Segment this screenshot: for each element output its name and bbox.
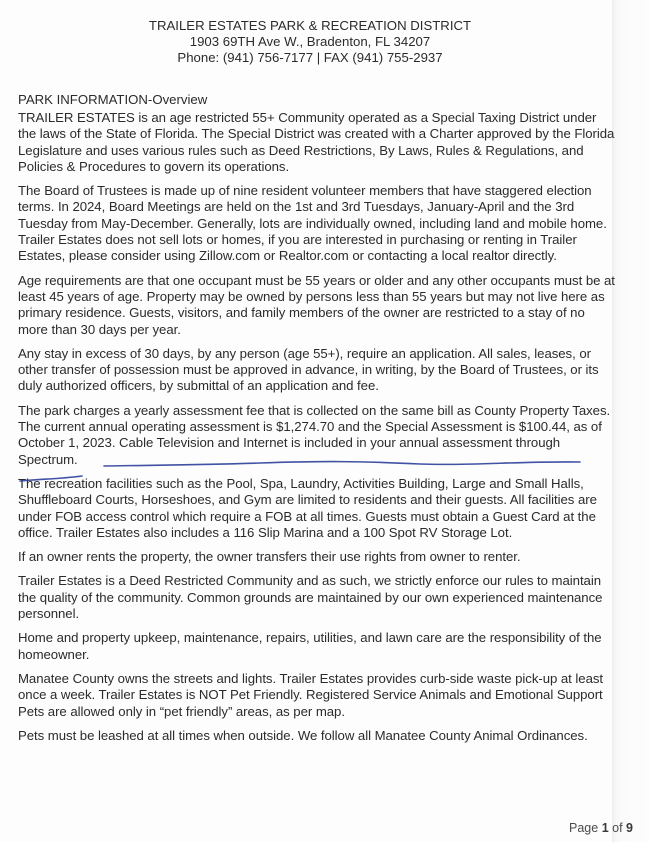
paragraph-deed-restrictions: Trailer Estates is a Deed Restricted Community and as such, we strictly enforce our rules to maintain the quality of the community. Common grounds are maintained by our own experienced maintenance personnel. (18, 573, 603, 622)
paragraph-assessment-fee: The park charges a yearly assessment fee that is collected on the same bill as County Property Taxes. The current annual operating assessment is $1,274.70 and the Special Assessment is $100.44, as of October 1, 2023. Cable Television and Internet is included in your annual assessment through Spectrum. (18, 402, 611, 467)
page-label: Page (569, 821, 599, 835)
page-number (569, 821, 633, 835)
section-title: PARK INFORMATION-Overview (18, 92, 208, 107)
organization-name: TRAILER ESTATES PARK & RECREATION DISTRICT (148, 18, 472, 33)
paragraph-pet-leash: Pets must be leashed at all times when outside. We follow all Manatee County Animal Ordinances. (18, 727, 588, 743)
paragraph-rental-rights: If an owner rents the property, the owner transfers their use rights from owner to renter. (18, 549, 521, 565)
paragraph-recreation-facilities: The recreation facilities such as the Pool, Spa, Laundry, Activities Building, Large and Small Halls, Shuffleboard Courts, Horseshoes, and Gym are limited to residents and their guests. All facilities are under FOB access control which require a FOB at all times. Guests must obtain a Guest Card at the office. Trailer Estates also includes a 116 Slip Marina and a 100 Spot RV Storage Lot. (18, 475, 597, 540)
current-page: 1 (601, 821, 609, 835)
paragraph-stay-applications: Any stay in excess of 30 days, by any person (age 55+), require an application. All sales, leases, or other transfer of possession must be approved in advance, in writing, by the Board of Trustees, or its duly authorized officers, by submittal of an application and fee. (18, 345, 599, 394)
paragraph-age-requirements: Age requirements are that one occupant must be 55 years or older and any other occupants must be at least 45 years of age. Property may be owned by persons less than 55 years but may not live here as primary residence. Guests, visitors, and family members of the owner are restricted to a stay of no more than 30 days per year. (18, 272, 615, 337)
organization-address: 1903 69TH Ave W., Bradenton, FL 34207 (189, 34, 431, 49)
paragraph-overview: TRAILER ESTATES is an age restricted 55+ Community operated as a Special Taxing District under the laws of the State of Florida. The Special District was created with a Charter approved by the Florida Legislature and uses various rules such as Deed Restrictions, By Laws, Rules & Regulations, and Policies & Procedures to govern its operations. (18, 110, 615, 174)
letterhead (0, 18, 620, 66)
document-body (18, 110, 618, 752)
paragraph-homeowner-responsibility: Home and property upkeep, maintenance, repairs, utilities, and lawn care are the responsibility of the homeowner. (18, 630, 602, 662)
organization-contact: Phone: (941) 756-7177 | FAX (941) 755-2937 (177, 50, 443, 65)
total-pages: 9 (626, 821, 633, 835)
paragraph-streets-waste-pets: Manatee County owns the streets and lights. Trailer Estates provides curb-side waste pick-up at least once a week. Trailer Estates is NOT Pet Friendly. Registered Service Animals and Emotional Support Pets are allowed only in “pet friendly” areas, as per map. (18, 670, 604, 719)
of-label: of (612, 821, 623, 835)
paragraph-board-of-trustees: The Board of Trustees is made up of nine resident volunteer members that have staggered election terms. In 2024, Board Meetings are held on the 1st and 3rd Tuesdays, January-April and the 3rd Tuesday from May-December. Generally, lots are individually owned, including land and mobile home. Trailer Estates does not sell lots or homes, if you are interested in purchasing or renting in Trailer Estates, please consider using Zillow.com or Realtor.com or contacting a local realtor directly. (18, 183, 607, 264)
